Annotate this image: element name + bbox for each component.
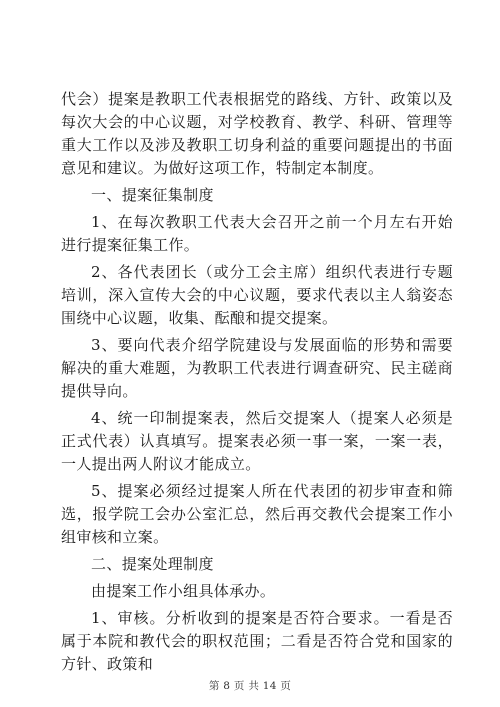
paragraph-collection-5: 5、提案必须经过提案人所在代表团的初步审查和筛选，报学院工会办公室汇总，然后再交教代会提案工作小组审核和立案。 — [61, 482, 453, 546]
section-heading-proposal-handling: 二、提案处理制度 — [91, 555, 214, 573]
paragraph-handling-1: 1、审核。分析收到的提案是否符合要求。一看是否属于本院和教代会的职权范围；二看是否符合党和国家的方针、政策和 — [61, 609, 453, 673]
document-body — [61, 88, 453, 676]
paragraph-collection-3: 3、要向代表介绍学院建设与发展面临的形势和需要解决的重大难题，为教职工代表进行调查研究、民主磋商提供导向。 — [61, 336, 453, 400]
page-number-footer: 第 8 页 共 14 页 — [208, 680, 292, 692]
paragraph-intro: 代会）提案是教职工代表根据党的路线、方针、政策以及每次大会的中心议题，对学校教育、教学、科研、管理等重大工作以及涉及教职工切身利益的重要问题提出的书面意见和建议。为做好这项工作，特制定本制度。 — [61, 90, 453, 177]
paragraph-collection-4: 4、统一印制提案表，然后交提案人（提案人必须是正式代表）认真填写。提案表必须一事一案，一案一表，一人提出两人附议才能成立。 — [61, 409, 453, 473]
paragraph-collection-1: 1、在每次教职工代表大会召开之前一个月左右开始进行提案征集工作。 — [61, 213, 453, 254]
paragraph-handling-intro: 由提案工作小组具体承办。 — [91, 582, 276, 600]
paragraph-collection-2: 2、各代表团长（或分工会主席）组织代表进行专题培训，深入宣传大会的中心议题，要求代表以主人翁姿态围绕中心议题，收集、酝酿和提交提案。 — [61, 263, 453, 327]
section-heading-proposal-collection: 一、提案征集制度 — [91, 186, 214, 204]
